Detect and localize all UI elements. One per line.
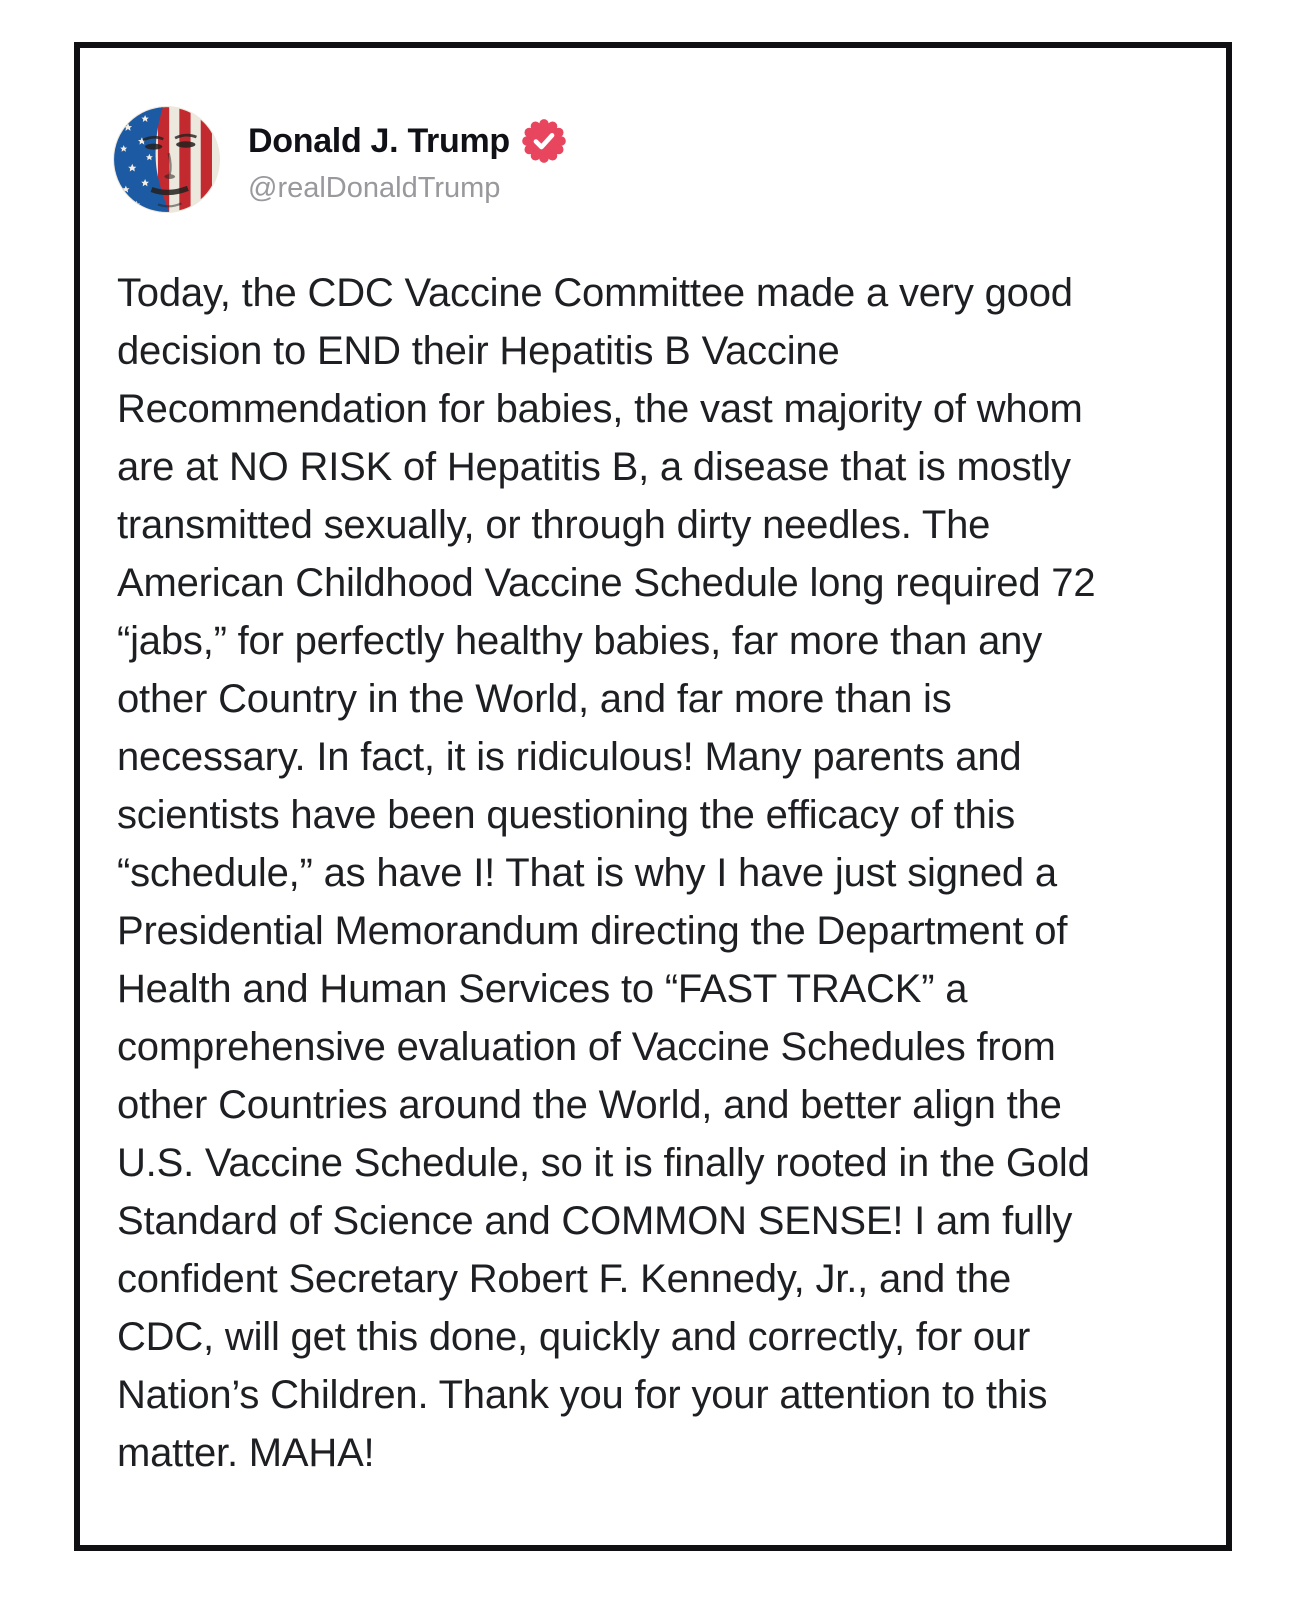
post-header <box>113 106 566 213</box>
trump-american-flag-face-avatar-icon <box>113 106 220 213</box>
post-card <box>74 42 1232 1551</box>
post-body <box>117 264 1095 1482</box>
post-body-line: U.S. Vaccine Schedule, so it is finally rooted in the Gold <box>117 1141 1090 1185</box>
author-block <box>248 106 566 205</box>
post-body-line: Nation’s Children. Thank you for your attention to this <box>117 1373 1048 1417</box>
post-body-line: Health and Human Services to “FAST TRACK” a <box>117 967 968 1011</box>
post-body-line: Standard of Science and COMMON SENSE! I am fully <box>117 1199 1073 1243</box>
profile-avatar[interactable] <box>113 106 220 213</box>
post-body-line: American Childhood Vaccine Schedule long required 72 <box>117 561 1096 605</box>
post-body-line: other Countries around the World, and better align the <box>117 1083 1062 1127</box>
post-body-line: decision to END their Hepatitis B Vaccine <box>117 329 840 373</box>
post-body-line: Today, the CDC Vaccine Committee made a very good <box>117 271 1073 315</box>
post-body-line: transmitted sexually, or through dirty needles. The <box>117 503 991 547</box>
author-name[interactable]: Donald J. Trump <box>248 121 510 160</box>
post-body-line: comprehensive evaluation of Vaccine Schedules from <box>117 1025 1056 1069</box>
post-body-line: are at NO RISK of Hepatitis B, a disease that is mostly <box>117 445 1071 489</box>
post-body-line: necessary. In fact, it is ridiculous! Many parents and <box>117 735 1022 779</box>
author-handle[interactable]: @realDonaldTrump <box>248 172 501 204</box>
post-body-line: Recommendation for babies, the vast majority of whom <box>117 387 1083 431</box>
post-body-line: Presidential Memorandum directing the Department of <box>117 909 1068 953</box>
post-body-line: CDC, will get this done, quickly and correctly, for our <box>117 1315 1031 1359</box>
post-body-line: other Country in the World, and far more than is <box>117 677 952 721</box>
post-body-line: confident Secretary Robert F. Kennedy, Jr., and the <box>117 1257 1012 1301</box>
author-name-row <box>248 119 566 163</box>
post-body-line: “jabs,” for perfectly healthy babies, far more than any <box>117 619 1043 663</box>
post-body-line: “schedule,” as have I! That is why I have just signed a <box>117 851 1057 895</box>
post-body-line: scientists have been questioning the efficacy of this <box>117 793 1016 837</box>
post-body-line: matter. MAHA! <box>117 1431 375 1475</box>
verified-badge-icon <box>522 119 566 163</box>
